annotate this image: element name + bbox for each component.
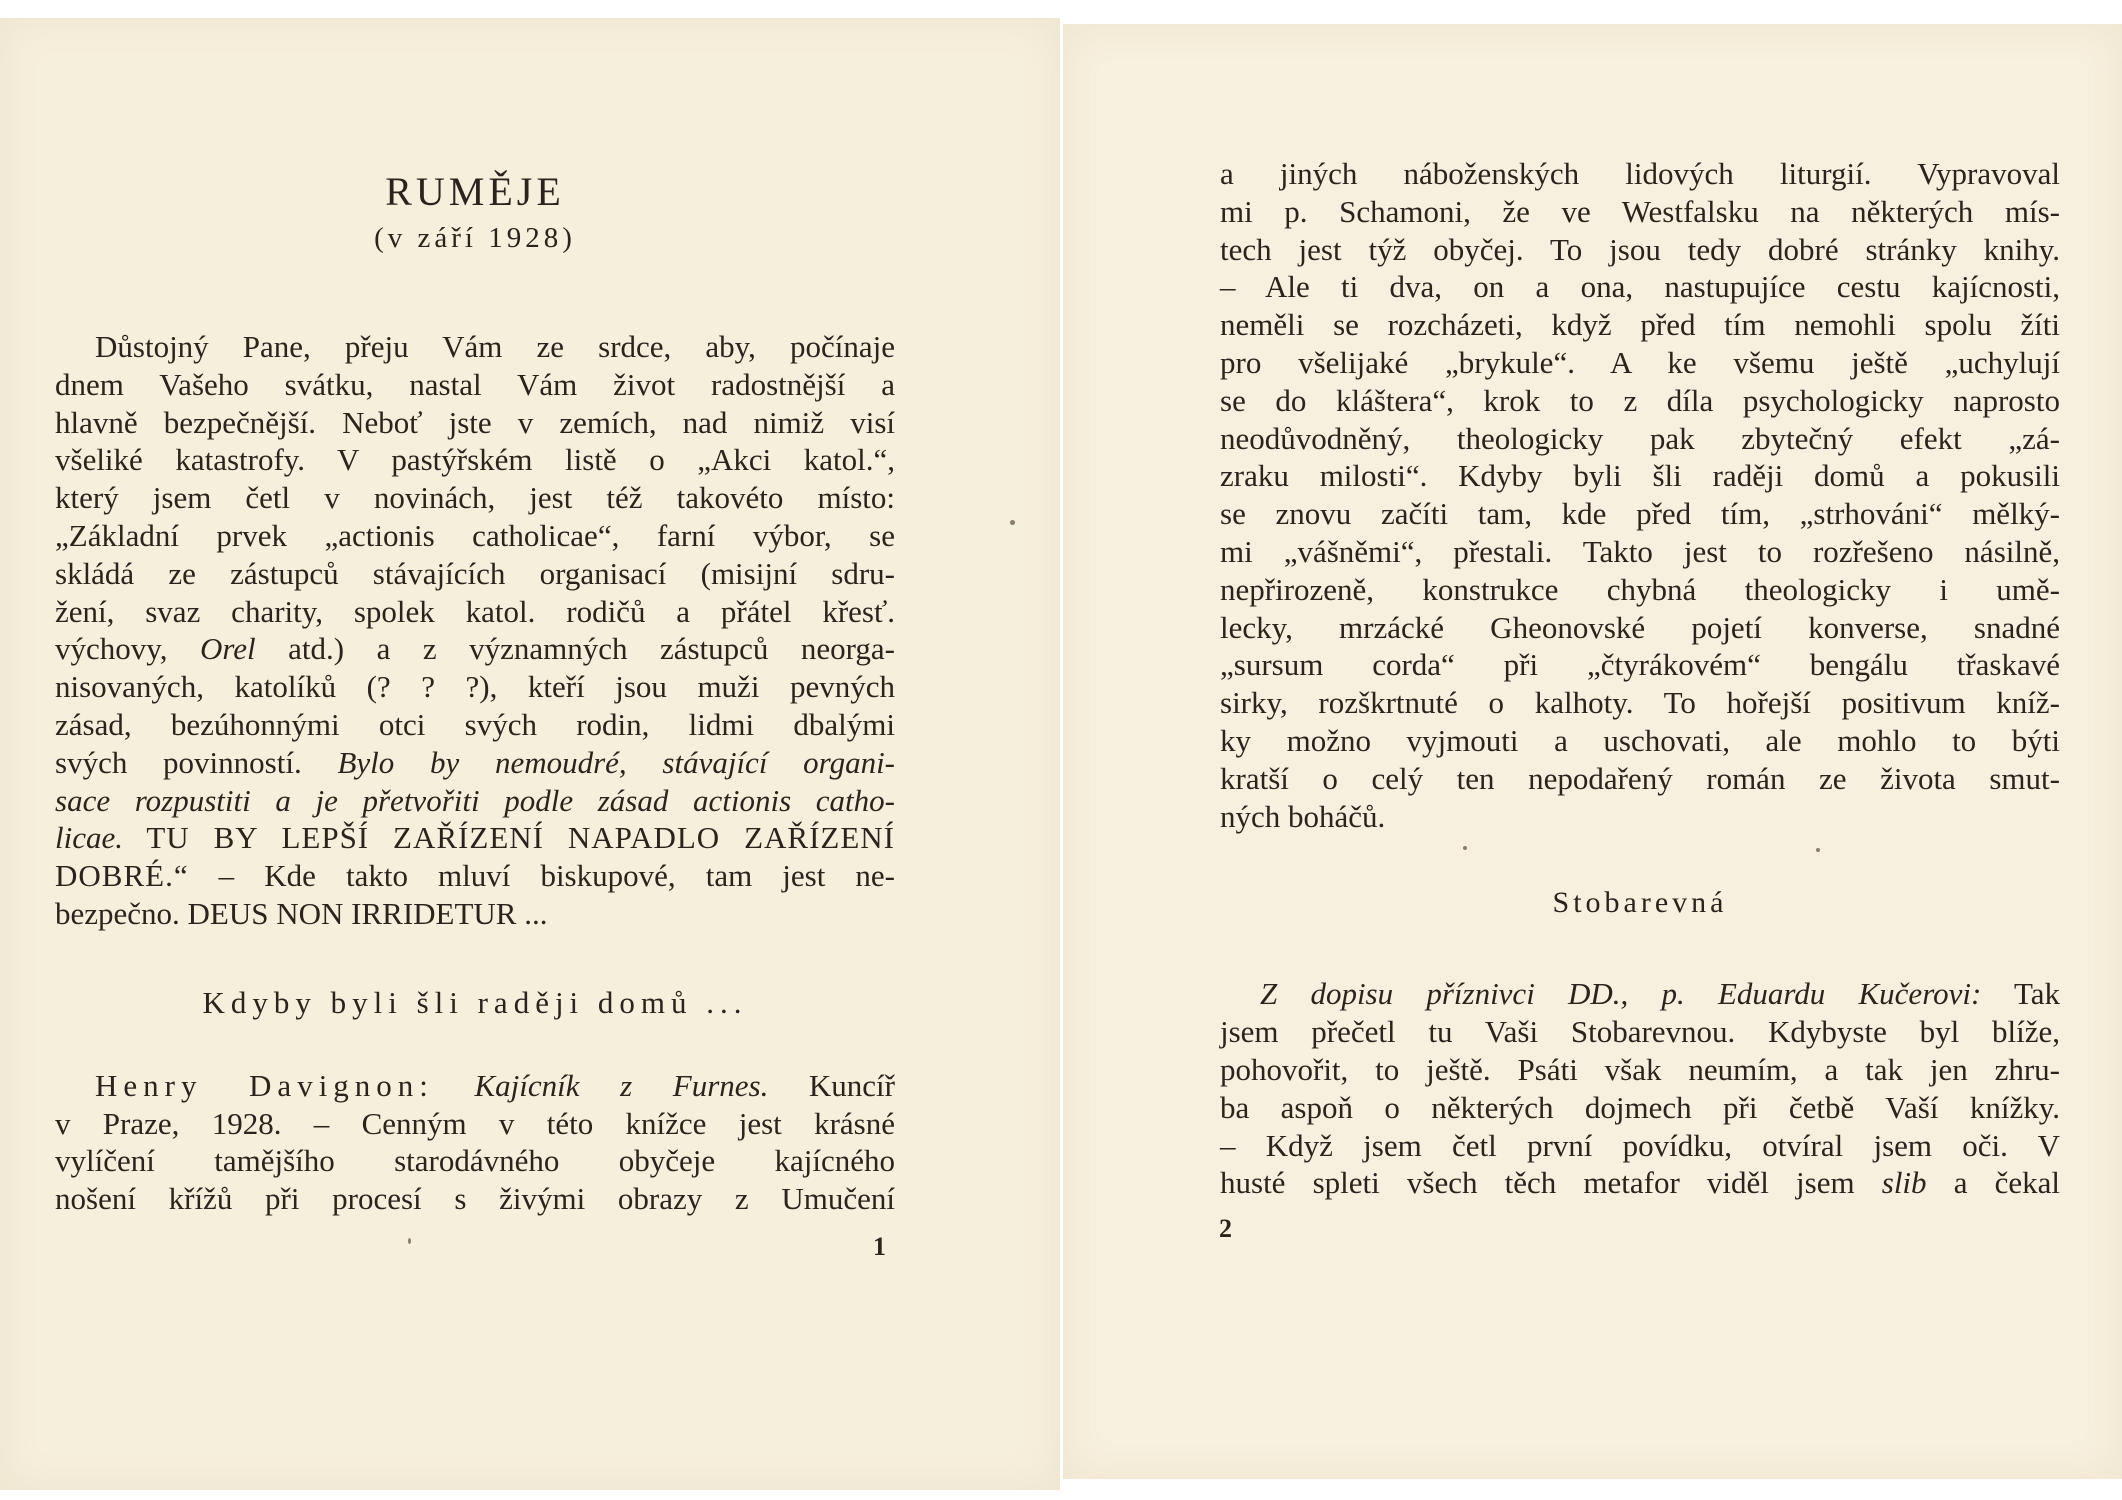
- text-line: tech jest týž obyčej. To jsou tedy dobré stránky knihy.: [1220, 231, 2060, 267]
- text-line: zraku milosti“. Kdyby byli šli raději domů a pokusili: [1220, 458, 2060, 494]
- text-line: pohovořit, to ještě. Psáti však neumím, a tak jen zhru-: [1220, 1051, 2060, 1087]
- text-run: výchovy,: [55, 631, 200, 667]
- right-text-column: [1220, 155, 2060, 1202]
- text-line: kratší o celý ten nepodařený román ze života smut-: [1220, 760, 2060, 796]
- text-line: – Ale ti dva, on a ona, nastupujíce cestu kajícnosti,: [1220, 269, 2060, 305]
- text-line: [55, 744, 895, 782]
- text-line: se do kláštera“, krok to z díla psychologicky naprosto: [1220, 382, 2060, 418]
- text-line: mi p. Schamoni, že ve Westfalsku na některých mís-: [1220, 193, 2060, 229]
- italic-word: Orel: [199, 631, 256, 667]
- text-line: [55, 630, 895, 668]
- text-line: který jsem četl v novinách, jest též takovéto místo:: [55, 480, 895, 516]
- paper-speck: [1816, 848, 1820, 852]
- section-heading: Kdyby byli šli raději domů ...: [202, 984, 748, 1020]
- review-paragraph: [55, 1067, 895, 1218]
- text-line: „sursum corda“ při „čtyrákovém“ bengálu třaskavé: [1220, 647, 2060, 683]
- italic-word: slib: [1881, 1165, 1927, 1201]
- text-line: [55, 819, 895, 857]
- text-run: – Kde takto mluví biskupové, tam jest ne-: [188, 858, 895, 894]
- text-line: se znovu začíti tam, kde před tím, „strhováni“ mělký-: [1220, 496, 2060, 532]
- right-page: [1063, 24, 2122, 1479]
- italic-quote: Bylo by nemoudré, stávající organi-: [337, 744, 896, 780]
- paper-speck: [1010, 520, 1015, 525]
- text-line: žení, svaz charity, spolek katol. rodičů a přátel křesť.: [55, 593, 895, 629]
- text-line: [1220, 1164, 2060, 1202]
- text-run: a čekal: [1926, 1165, 2060, 1201]
- text-line: Důstojný Pane, přeju Vám ze srdce, aby, počínaje: [95, 329, 895, 364]
- text-line: – Když jsem četl první povídku, otvíral jsem oči. V: [1220, 1127, 2060, 1163]
- text-line: všeliké katastrofy. V pastýřském listě o „Akci katol.“,: [55, 442, 895, 478]
- text-line: neodůvodněný, theologicky pak zbytečný efekt „zá-: [1220, 420, 2060, 456]
- text-line: pro všelijaké „brykule“. A ke všemu ještě „uchylují: [1220, 344, 2060, 380]
- text-line: nepřirozeně, konstrukce chybná theologicky i umě-: [1220, 571, 2060, 607]
- italic-quote-line: sace rozpustiti a je přetvořiti podle zásad actionis catho-: [55, 782, 895, 818]
- text-run: Tak: [1981, 976, 2060, 1012]
- left-text-column: [55, 154, 895, 1218]
- article-title: RUMĚJE: [385, 169, 565, 214]
- caps-quote: TU BY LEPŠÍ ZAŘÍZENÍ NAPADLO ZAŘÍZENÍ: [123, 820, 895, 856]
- text-line: zásad, bezúhonnými otci svých rodin, lidmi dbalými: [55, 706, 895, 742]
- text-line: vylíčení tamějšího starodávného obyčeje kajícného: [55, 1143, 895, 1179]
- text-line: v Praze, 1928. – Cenným v této knížce jest krásné: [55, 1105, 895, 1141]
- text-line: [1220, 975, 2060, 1013]
- text-line: ba aspoň o některých dojmech při četbě Vaší knížky.: [1220, 1089, 2060, 1125]
- italic-intro: Z dopisu příznivci DD., p. Eduardu Kučerovi:: [1260, 976, 1982, 1012]
- caps-quote: DOBRÉ.“: [55, 858, 189, 894]
- page-number: 1: [873, 1232, 886, 1261]
- text-line: ky možno vyjmouti a uschovati, ale mohlo to býti: [1220, 722, 2060, 758]
- text-line: bezpečno. DEUS NON IRRIDETUR ...: [55, 895, 548, 931]
- text-line: nisovaných, katolíků (? ? ?), kteří jsou muži pevných: [55, 669, 895, 705]
- text-run: husté spleti všech těch metafor viděl jsem: [1220, 1165, 1882, 1201]
- text-run: svých povinností.: [55, 744, 338, 780]
- text-line: a jiných náboženských lidových liturgií. Vypravoval: [1220, 156, 2060, 191]
- page-number: 2: [1219, 1214, 1232, 1243]
- text-line: skládá ze zástupců stávajících organisací (misijní sdru-: [55, 555, 895, 591]
- text-run: Kuncíř: [768, 1067, 895, 1103]
- text-line: mi „vášněmi“, přestali. Takto jest to rozřešeno násilně,: [1220, 533, 2060, 569]
- text-line: sirky, rozškrtnuté o kalhoty. To hořejší positivum kníž-: [1220, 685, 2060, 721]
- text-line: „Základní prvek „actionis catholicae“, farní výbor, se: [55, 517, 895, 553]
- section-heading: Stobarevná: [1552, 886, 1728, 920]
- text-line: [55, 1067, 895, 1105]
- review-continuation: [1220, 155, 2060, 835]
- text-line: dnem Vašeho svátku, nastal Vám život radostnější a: [55, 366, 895, 402]
- italic-quote: licae.: [55, 820, 123, 856]
- author-name: Henry Davignon:: [95, 1067, 434, 1103]
- text-line: neměli se rozcházeti, když před tím nemohli spolu žíti: [1220, 307, 2060, 343]
- text-line: hlavně bezpečnější. Neboť jste v zemích, nad nimiž visí: [55, 404, 895, 440]
- text-run: atd.) a z významných zástupců neorga-: [255, 631, 895, 667]
- article-subtitle: (v září 1928): [374, 222, 576, 254]
- book-title: Kajícník z Furnes.: [474, 1067, 769, 1103]
- letter-excerpt: [1220, 975, 2060, 1202]
- letter-paragraph: [55, 328, 895, 933]
- text-line: jsem přečetl tu Vaši Stobarevnou. Kdybyste byl blíže,: [1220, 1014, 2060, 1050]
- text-line: ných boháčů.: [1220, 798, 1386, 834]
- paper-speck: [1463, 846, 1467, 850]
- text-line: lecky, mrzácké Gheonovské pojetí konverse, snadné: [1220, 609, 2060, 645]
- paper-speck: [408, 1238, 411, 1244]
- text-line: [55, 857, 895, 895]
- left-page: [0, 18, 1060, 1490]
- text-line: nošení křížů při procesí s živými obrazy z Umučení: [55, 1181, 895, 1217]
